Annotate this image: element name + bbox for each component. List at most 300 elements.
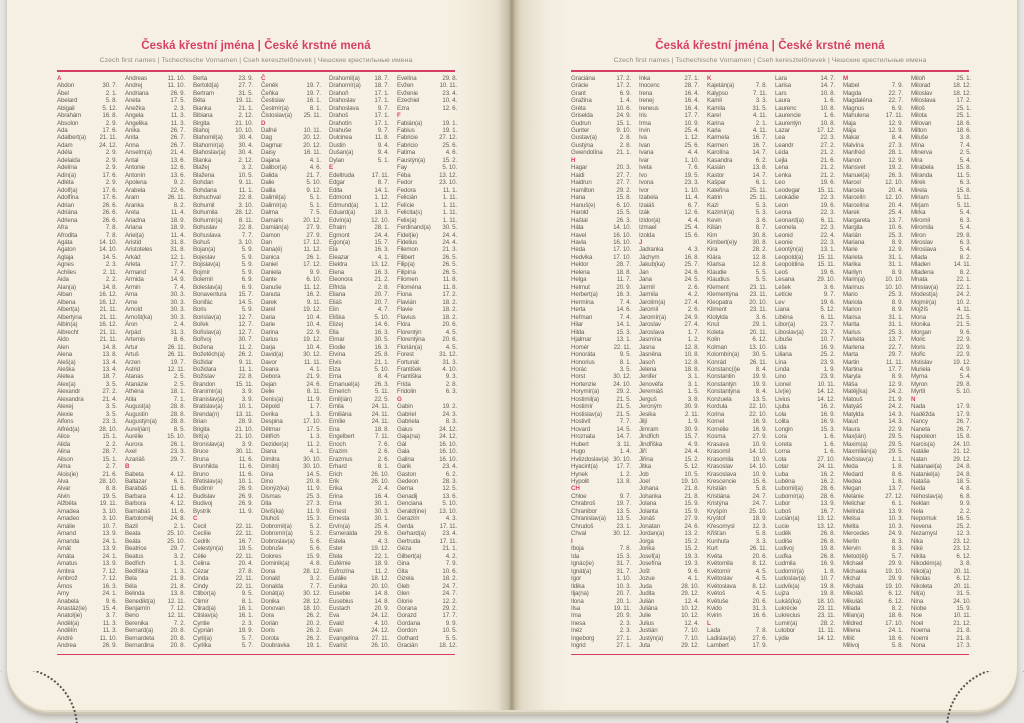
nameday-date: 12. 4.: [684, 597, 699, 605]
name-entry: [397, 381, 457, 388]
name-label: Gabriela: [397, 418, 420, 426]
name-entry: [775, 515, 835, 522]
nameday-date: 19. 8.: [820, 590, 835, 598]
nameday-date: 15. 1.: [102, 455, 117, 463]
nameday-date: 25. 3.: [306, 492, 321, 500]
name-label: Martin: [843, 358, 860, 366]
nameday-date: 24. 7.: [752, 500, 767, 508]
nameday-date: 16. 10.: [613, 231, 631, 239]
name-label: Gerazim: [397, 515, 420, 523]
name-entry: [571, 105, 631, 112]
name-entry: [775, 157, 835, 164]
name-label: Bohuslava: [193, 231, 221, 239]
name-label: Fay: [397, 164, 407, 172]
nameday-date: 13. 4.: [102, 358, 117, 366]
nameday-date: 18. 9.: [170, 224, 185, 232]
name-entry: [329, 560, 389, 567]
name-entry: [329, 366, 389, 373]
name-entry: [57, 471, 117, 478]
name-label: Niké: [911, 545, 923, 553]
nameday-date: 1. 3.: [173, 560, 185, 568]
name-entry: [775, 306, 835, 313]
name-entry: [193, 120, 253, 127]
nameday-date: 28. 7.: [684, 82, 699, 90]
nameday-date: 11. 6.: [238, 455, 253, 463]
name-entry: [911, 426, 971, 433]
name-label: Nikodém(a): [911, 560, 942, 568]
name-label: Dluhoš: [261, 515, 280, 523]
name-label: Božidara: [193, 365, 217, 373]
nameday-date: 24. 4.: [442, 239, 457, 246]
nameday-date: 27. 3.: [888, 141, 903, 149]
name-label: Klaudius: [707, 276, 730, 284]
name-entry: [261, 523, 321, 530]
name-entry: [707, 232, 767, 239]
name-label: Dora: [261, 612, 274, 620]
nameday-date: 7. 12.: [102, 575, 117, 583]
name-label: Lorna: [775, 448, 791, 456]
nameday-date: 10. 6.: [616, 104, 631, 112]
nameday-date: 17. 1.: [374, 89, 389, 97]
name-label: Bohuslav: [193, 224, 218, 232]
name-entry: [193, 164, 253, 171]
section-letter: F: [397, 112, 401, 120]
name-label: August(a): [125, 403, 151, 411]
name-entry: [707, 187, 767, 194]
nameday-date: 5. 7.: [241, 642, 253, 650]
nameday-date: 17. 11.: [439, 537, 457, 545]
name-label: Dalma: [261, 209, 279, 217]
name-label: Albín(a): [57, 321, 78, 329]
name-entry: [125, 381, 185, 388]
name-entry: [397, 456, 457, 463]
name-entry: [57, 403, 117, 410]
name-label: Mojmír(a): [911, 298, 937, 306]
nameday-date: 22. 9.: [306, 328, 321, 336]
nameday-date: 1. 2.: [619, 470, 631, 478]
name-label: Adelaida: [57, 156, 80, 164]
name-entry: [707, 359, 767, 366]
name-label: Ludmila: [775, 560, 796, 568]
nameday-date: 19. 6.: [820, 298, 835, 306]
nameday-date: 22. 7.: [888, 89, 903, 97]
nameday-date: 22. 10.: [749, 403, 767, 411]
name-label: Marián: [843, 231, 862, 239]
name-entry: [775, 471, 835, 478]
name-entry: [125, 478, 185, 485]
nameday-date: 17. 9.: [752, 642, 767, 650]
name-label: Lída: [775, 343, 787, 351]
name-label: Lucie: [775, 522, 790, 530]
name-label: Marius: [843, 328, 861, 336]
name-label: Aldo: [57, 336, 69, 344]
name-label: Noel: [911, 619, 924, 627]
nameday-date: 12. 1.: [170, 253, 185, 261]
nameday-date: 7. 4.: [619, 313, 631, 321]
nameday-date: 20. 8.: [306, 478, 321, 485]
name-entry: [571, 635, 631, 642]
name-label: Azariáš: [125, 455, 145, 463]
name-entry: [843, 90, 903, 97]
name-entry: [57, 545, 117, 552]
nameday-date: 18. 10.: [817, 597, 835, 605]
name-entry: [911, 515, 971, 522]
nameday-date: 25. 6.: [684, 141, 699, 149]
nameday-date: 5. 9.: [241, 253, 253, 261]
name-label: Kvido: [707, 604, 722, 612]
name-entry: [193, 246, 253, 253]
name-entry: [911, 97, 971, 104]
name-entry: [639, 530, 699, 537]
name-entry: [775, 284, 835, 291]
name-label: Max(ián): [843, 433, 866, 441]
name-label: Iris: [639, 112, 647, 120]
nameday-date: 7. 9.: [445, 560, 457, 568]
name-entry: [397, 157, 457, 164]
nameday-date: 8. 9.: [891, 298, 903, 306]
name-entry: [193, 187, 253, 194]
nameday-date: 4. 12.: [170, 492, 185, 500]
nameday-date: 18. 5.: [956, 478, 971, 485]
name-entry: [707, 112, 767, 119]
name-entry: [843, 642, 903, 649]
name-entry: [125, 530, 185, 537]
name-label: Bartoloměj: [125, 515, 154, 523]
name-entry: [775, 75, 835, 82]
name-label: Darel: [261, 306, 276, 314]
name-label: Anita: [125, 134, 139, 142]
nameday-date: 24. 9.: [684, 313, 699, 321]
name-label: Artur: [125, 343, 138, 351]
nameday-date: 20. 10.: [749, 298, 767, 306]
name-columns: [571, 75, 971, 650]
name-label: Féba: [397, 171, 411, 179]
name-label: Lora: [775, 433, 787, 441]
name-label: Alma: [57, 463, 71, 471]
nameday-date: 25. 2.: [956, 522, 971, 530]
name-label: Dorota: [261, 634, 279, 642]
nameday-date: 15. 2.: [684, 537, 699, 545]
name-label: Božidar: [193, 358, 213, 366]
nameday-date: 24. 5.: [684, 276, 699, 284]
name-label: Mercedes: [843, 530, 869, 538]
name-entry: [911, 276, 971, 283]
nameday-date: 25. 8.: [374, 351, 389, 359]
name-label: Miromila: [911, 224, 934, 232]
name-entry: [125, 351, 185, 358]
name-entry: [911, 82, 971, 89]
name-entry: [843, 388, 903, 395]
name-entry: [57, 269, 117, 276]
name-label: Adolf(a): [57, 186, 78, 194]
name-entry: [571, 142, 631, 149]
nameday-date: 25. 4.: [374, 522, 389, 530]
nameday-date: 2. 9.: [105, 149, 117, 157]
name-entry: [911, 508, 971, 515]
nameday-date: 13. 5.: [752, 395, 767, 403]
name-entry: [707, 411, 767, 418]
name-label: Ludvík(a): [775, 582, 800, 590]
name-label: Ilsa: [571, 604, 581, 612]
name-label: Kordula: [707, 403, 728, 411]
name-label: Leopoldina: [775, 261, 804, 269]
name-entry: [775, 523, 835, 530]
nameday-date: 3. 9.: [241, 440, 253, 448]
name-label: Lubor: [775, 500, 791, 508]
nameday-date: 7. 6.: [687, 164, 699, 172]
name-entry: [193, 598, 253, 605]
name-entry: [397, 90, 457, 97]
nameday-date: 15. 11.: [235, 380, 253, 388]
name-entry: [571, 418, 631, 425]
name-label: André: [57, 634, 73, 642]
section-letter: D: [261, 119, 266, 127]
name-label: Jindřiška: [639, 440, 663, 448]
name-entry: [639, 187, 699, 194]
name-label: Františka: [397, 373, 422, 381]
name-label: Irena: [639, 89, 653, 97]
name-label: Filibert: [397, 253, 415, 261]
nameday-date: 22. 9.: [956, 343, 971, 351]
nameday-date: 16. 3.: [616, 291, 631, 299]
name-label: Marta: [843, 351, 859, 359]
name-entry: [571, 553, 631, 560]
nameday-date: 29. 2.: [616, 388, 631, 396]
nameday-date: 31. 3.: [442, 358, 457, 366]
name-entry: [397, 291, 457, 298]
name-label: Marion: [843, 306, 862, 314]
nameday-date: 14. 8.: [102, 283, 117, 291]
name-label: Forest: [397, 351, 414, 359]
name-label: Emila: [329, 403, 344, 411]
nameday-date: 2. 9.: [105, 156, 117, 164]
name-label: Erazim: [329, 448, 348, 456]
name-entry: [639, 433, 699, 440]
name-entry: [125, 411, 185, 418]
nameday-date: 7. 1.: [173, 395, 185, 403]
nameday-date: 6. 12.: [956, 552, 971, 560]
nameday-date: 28. 12.: [303, 597, 321, 605]
name-entry: [707, 612, 767, 619]
name-label: Jiljí: [639, 418, 648, 426]
name-entry: [193, 329, 253, 336]
nameday-date: 24. 2.: [888, 388, 903, 396]
name-label: Čeňka: [261, 89, 279, 97]
name-entry: [571, 583, 631, 590]
name-entry: [125, 620, 185, 627]
name-label: Ezra: [397, 104, 410, 112]
name-label: Marilyn: [843, 268, 862, 276]
name-entry: [843, 508, 903, 515]
nameday-date: 29. 9.: [888, 560, 903, 568]
nameday-date: 16. 4.: [374, 492, 389, 500]
name-label: Michaela: [843, 567, 867, 575]
nameday-date: 6. 3.: [959, 179, 971, 187]
nameday-date: 17. 5.: [170, 97, 185, 105]
nameday-date: 12. 9.: [888, 246, 903, 254]
name-entry: [775, 553, 835, 560]
name-label: Hjalmar: [571, 336, 592, 344]
name-entry: [397, 344, 457, 351]
nameday-date: 24. 12.: [99, 141, 117, 149]
name-label: Metod(ěj): [843, 552, 868, 560]
nameday-date: 21. 12.: [953, 619, 971, 627]
nameday-date: 29. 6.: [374, 530, 389, 538]
nameday-date: 2. 5.: [959, 149, 971, 157]
name-label: Eleazar: [329, 253, 349, 261]
name-label: Chranibor: [571, 507, 597, 515]
name-entry: [707, 239, 767, 246]
name-entry: [911, 635, 971, 642]
nameday-date: 4. 1.: [309, 365, 321, 373]
name-label: Adéla: [57, 149, 73, 157]
name-label: Ariadna: [125, 216, 146, 224]
name-label: Cecil: [193, 522, 207, 530]
name-entry: [329, 157, 389, 164]
name-entry: [125, 612, 185, 619]
name-entry: [707, 508, 767, 515]
name-label: Čestislav: [261, 97, 285, 105]
name-label: Andrej: [125, 82, 142, 90]
nameday-date: 27. 7.: [238, 82, 253, 90]
nameday-date: 21. 8.: [170, 575, 185, 583]
name-label: Nika: [911, 537, 923, 545]
nameday-date: 26. 5.: [442, 268, 457, 276]
name-label: Bohdan: [193, 179, 214, 187]
nameday-date: 7. 8.: [105, 231, 117, 239]
nameday-date: 13. 9.: [102, 560, 117, 568]
name-label: Leonela: [775, 224, 796, 232]
nameday-date: 14. 5.: [616, 425, 631, 433]
name-entry: [639, 321, 699, 328]
nameday-date: 1. 6.: [823, 448, 835, 456]
name-label: Edmund(a): [329, 201, 359, 209]
nameday-date: 10. 8.: [684, 351, 699, 359]
name-label: Bohumír(a): [193, 216, 223, 224]
name-label: Larisa: [775, 82, 791, 90]
nameday-date: 10. 3.: [888, 515, 903, 523]
name-entry: [843, 82, 903, 89]
nameday-date: 22. 5.: [374, 395, 389, 403]
name-entry: [707, 605, 767, 612]
page-subtitle: Czech first names | Tschechische Vornamen | Cseh keresztelőnevek | Чешские крестильные имена: [99, 57, 413, 64]
nameday-date: 3. 6.: [823, 283, 835, 291]
name-label: Béla: [125, 582, 137, 590]
nameday-date: 29. 8.: [442, 74, 457, 82]
name-entry: [911, 120, 971, 127]
name-label: Břetislav(a): [193, 478, 223, 485]
nameday-date: 14. 1.: [616, 321, 631, 329]
name-entry: [843, 149, 903, 156]
name-label: Korina: [707, 410, 724, 418]
name-label: Božislav: [193, 373, 215, 381]
name-label: Alvar: [57, 485, 71, 493]
name-entry: [911, 299, 971, 306]
name-label: Adriena: [57, 216, 78, 224]
nameday-date: 12. 9.: [888, 156, 903, 164]
name-entry: [329, 149, 389, 156]
name-label: Dag: [261, 134, 272, 142]
name-column: [707, 75, 767, 650]
nameday-date: 29. 7.: [170, 455, 185, 463]
name-label: Leodegar: [775, 186, 800, 194]
nameday-date: 11. 5.: [956, 171, 971, 179]
name-entry: [193, 194, 253, 201]
name-label: Amanda: [57, 537, 80, 545]
name-label: Gudrun: [571, 119, 591, 127]
name-entry: [125, 157, 185, 164]
name-label: Cyrilka: [193, 642, 211, 650]
name-entry: [571, 463, 631, 470]
nameday-date: 19. 7.: [616, 500, 631, 508]
name-entry: [775, 493, 835, 500]
name-entry: [911, 194, 971, 201]
name-label: Branimír(a): [193, 388, 223, 396]
name-label: Julius: [639, 619, 654, 627]
name-entry: [329, 209, 389, 216]
name-label: Muriela: [911, 365, 931, 373]
nameday-date: 23. 12.: [953, 545, 971, 553]
nameday-date: 9. 9.: [445, 619, 457, 627]
nameday-date: 27. 12.: [885, 492, 903, 500]
name-label: Anselm(a): [125, 149, 152, 157]
nameday-date: 9. 5.: [619, 351, 631, 359]
name-entry: [571, 209, 631, 216]
nameday-date: 17. 11.: [885, 112, 903, 120]
name-label: Adriána: [57, 209, 78, 217]
name-label: Dobromír(a): [261, 530, 293, 538]
name-entry: [125, 284, 185, 291]
name-entry: [707, 418, 767, 425]
name-entry: [775, 538, 835, 545]
name-label: Lazar: [775, 126, 790, 134]
name-entry: [57, 164, 117, 171]
nameday-date: 28. 8.: [170, 410, 185, 418]
nameday-date: 19. 7.: [170, 358, 185, 366]
name-column: [193, 75, 253, 650]
nameday-date: 28. 10.: [99, 425, 117, 433]
nameday-date: 19. 8.: [820, 545, 835, 553]
nameday-date: 19. 5.: [684, 171, 699, 179]
nameday-date: 5. 10.: [442, 500, 457, 508]
nameday-date: 15. 6.: [752, 478, 767, 485]
name-label: Laura: [775, 97, 791, 105]
nameday-date: 16. 7.: [820, 507, 835, 515]
nameday-date: 19. 10.: [681, 478, 699, 485]
nameday-date: 1. 8.: [891, 463, 903, 471]
name-label: Hektor: [571, 261, 589, 269]
nameday-date: 10. 11.: [303, 126, 321, 134]
nameday-date: 8. 8.: [105, 485, 117, 493]
section-letter: CH: [571, 485, 580, 493]
nameday-date: 11. 1.: [442, 186, 457, 194]
name-label: Kryštof: [707, 515, 726, 523]
nameday-date: 1. 12.: [684, 134, 699, 142]
name-entry: [775, 246, 835, 253]
nameday-date: 30. 12.: [613, 530, 631, 538]
name-entry: [125, 441, 185, 448]
name-entry: [639, 411, 699, 418]
name-entry: [775, 314, 835, 321]
name-label: Hostislav(a): [571, 410, 602, 418]
name-label: Jorga: [639, 537, 654, 545]
name-entry: [775, 426, 835, 433]
nameday-date: 16. 7.: [752, 134, 767, 142]
name-entry: [397, 448, 457, 455]
name-label: Amadeo: [57, 515, 80, 523]
name-entry: [775, 388, 835, 395]
name-label: Ena: [329, 425, 340, 433]
